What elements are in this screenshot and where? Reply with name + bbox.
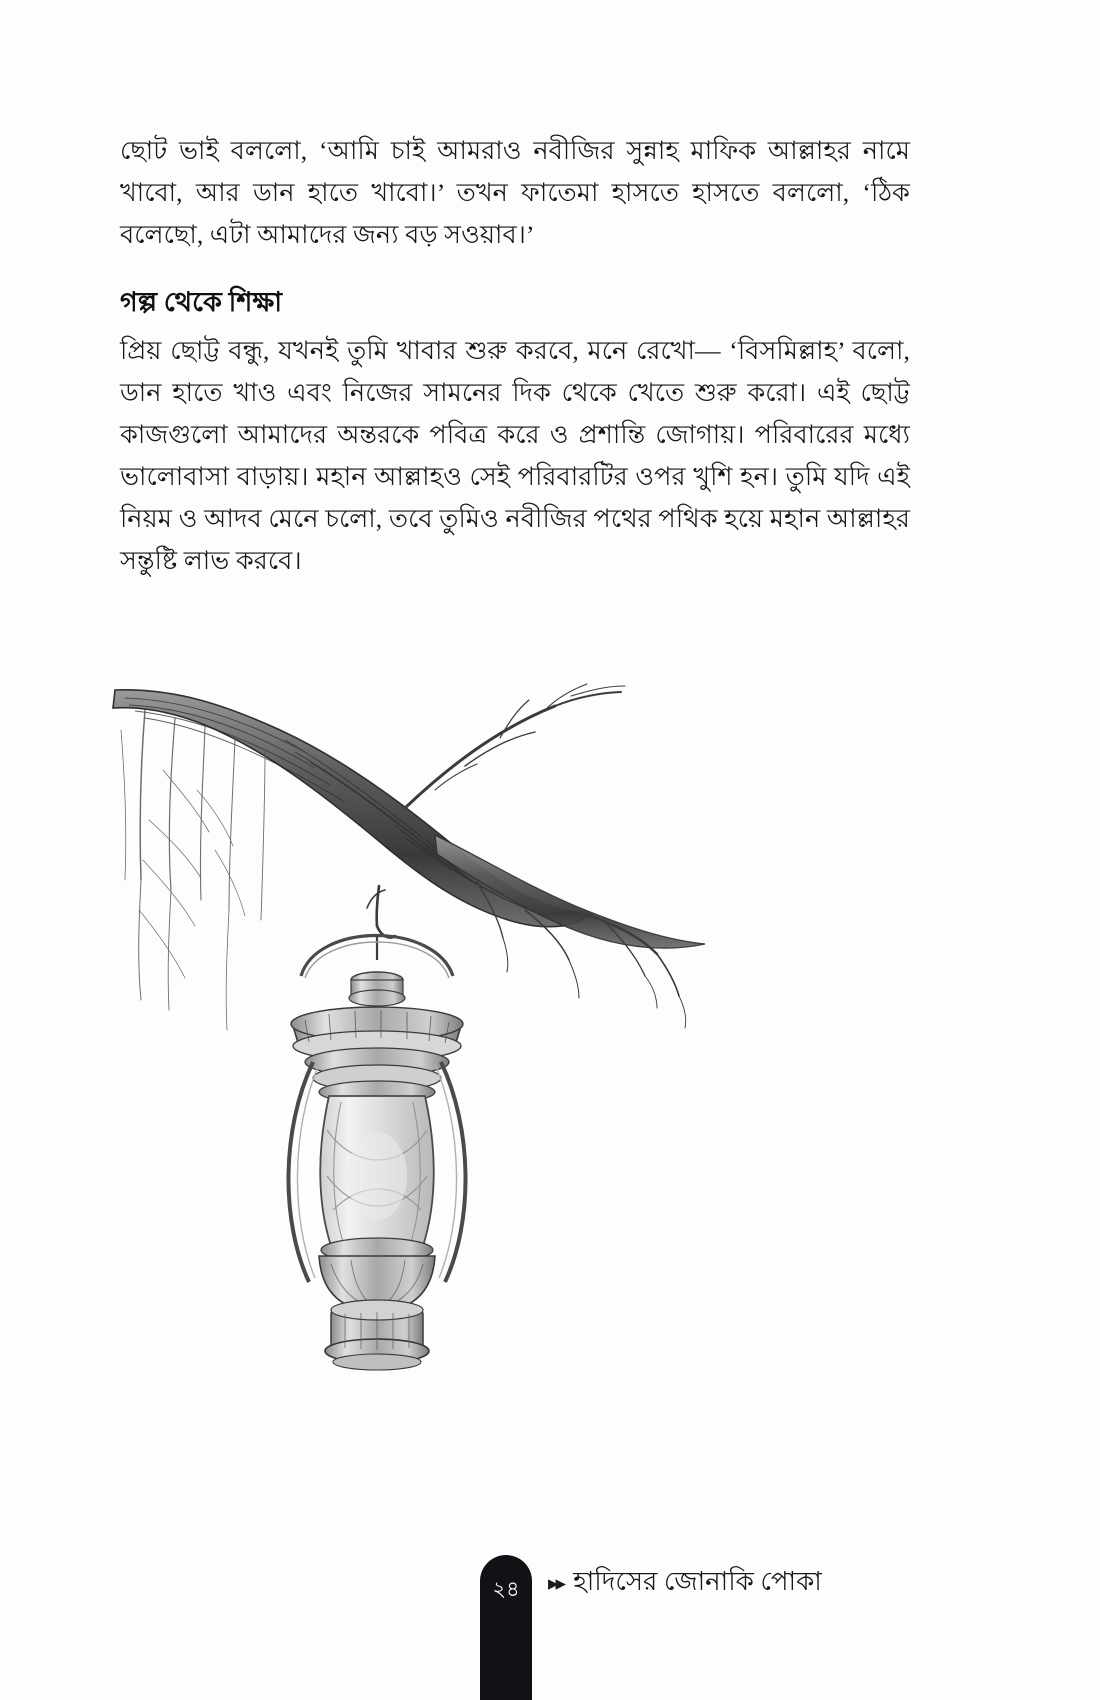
page-number: ২৪ — [492, 1578, 520, 1601]
lantern-branch-sketch-icon — [105, 610, 725, 1400]
page-footer — [0, 1520, 1100, 1700]
paragraph-dialogue: ছোট ভাই বললো, ‘আমি চাই আমরাও নবীজির সুন্নাহ মাফিক আল্লাহর নামে খাবো, আর ডান হাতে খাবো।’ তখন ফাতেমা হাসতে হাসতে বললো, ‘ঠিক বলেছো, এটা আমাদের জন্য বড় সওয়াব।’ — [120, 136, 910, 249]
double-arrow-icon: ▸▸ — [548, 1570, 564, 1595]
paragraph-lesson: প্রিয় ছোট্ট বন্ধু, যখনই তুমি খাবার শুরু করবে, মনে রেখো— ‘বিসমিল্লাহ’ বলো, ডান হাতে খাও এবং নিজের সামনের দিক থেকে খেতে শুরু করো। এই ছোট্ট কাজগুলো আমাদের অন্তরকে পবিত্র করে ও প্রশান্তি জোগায়। পরিবারের মধ্যে ভালোবাসা বাড়ায়। মহান আল্লাহও সেই পরিবারটির ওপর খুশি হন। তুমি যদি এই নিয়ম ও আদব মেনে চলো, তবে তুমিও নবীজির পথের পথিক হয়ে মহান আল্লাহর সন্তুষ্টি লাভ করবে। — [120, 336, 911, 575]
page-content — [120, 130, 910, 582]
lantern-illustration — [105, 610, 725, 1400]
section-heading: গল্প থেকে শিক্ষা — [120, 287, 283, 317]
book-title: হাদিসের জোনাকি পোকা — [573, 1567, 822, 1596]
footer-title-group — [548, 1561, 822, 1605]
